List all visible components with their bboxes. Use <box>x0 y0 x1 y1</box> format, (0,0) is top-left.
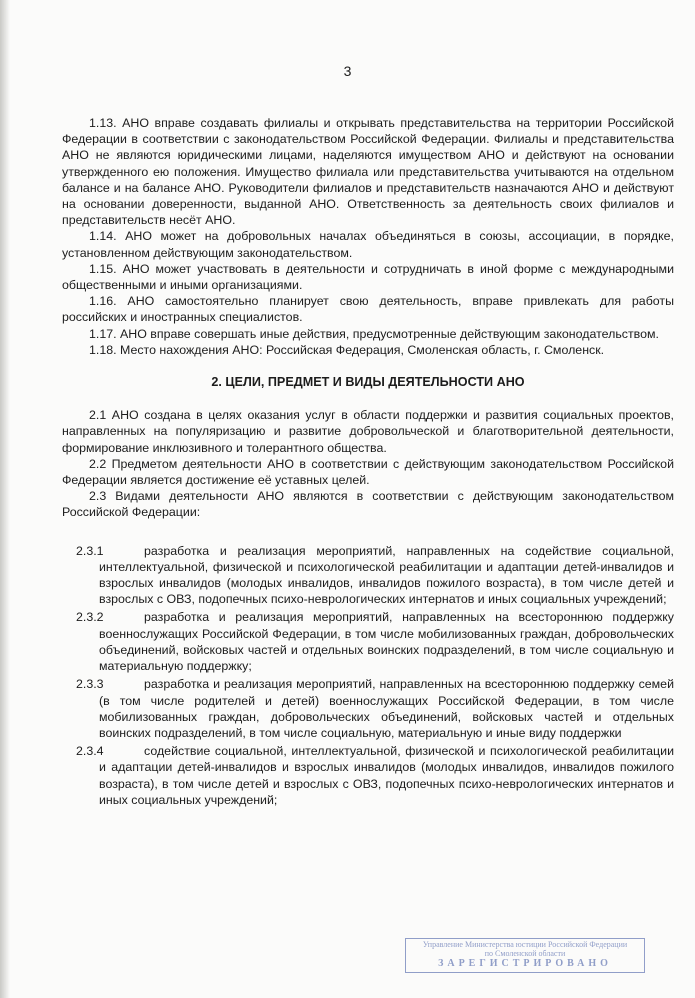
clause-1-16: 1.16. АНО самостоятельно планирует свою деятельность, вправе привлекать для работы российских и иностранных специалистов. <box>62 294 674 325</box>
clause-1-14: 1.14. АНО может на добровольных началах объединяться в союзы, ассоциации, в порядке, установленном действующим законодательством. <box>62 229 674 260</box>
list-item-text: разработка и реализация мероприятий, направленных на содействие социальной, интеллектуальной, физической и психологической реабилитации и адаптации детей-инвалидов и взрослых инвалидов (молодых инвалидов, инвалидов пожилого возраста), в том числе детей и взрослых с ОВЗ, подопечных психо-неврологических интернатов и иных социальных учреждений; <box>99 543 674 607</box>
clause-2-1: 2.1 АНО создана в целях оказания услуг в области поддержки и развития социальных проектов, направленных на популяризацию и развитие добровольческой и благотворительной деятельности, формирование инклюзивного и толерантного общества. <box>62 408 674 455</box>
clause-1-18: 1.18. Место нахождения АНО: Российская Федерация, Смоленская область, г. Смоленск. <box>89 342 605 357</box>
list-item-text: разработка и реализация мероприятий, направленных на всестороннюю поддержку семей (в том числе родителей и детей) военнослужащих Российской Федерации, в том числе мобилизованных граждан, добровольческих объединений, войсковых частей и отдельных воинских подразделений, в том числе социальную, материальную и иные виду поддержки <box>99 677 674 740</box>
scan-edge-shadow <box>0 0 10 998</box>
list-item <box>62 743 674 808</box>
list-item-number: 2.3.3 <box>76 677 104 692</box>
clause-2-3: 2.3 Видами деятельности АНО являются в соответствии с действующим законодательством Российской Федерации: <box>62 489 674 520</box>
section-2-title: 2. ЦЕЛИ, ПРЕДМЕТ И ВИДЫ ДЕЯТЕЛЬНОСТИ АНО <box>211 375 525 390</box>
list-item-text: разработка и реализация мероприятий, направленных на всестороннюю поддержку военнослужащих Российской Федерации, в том числе мобилизованных граждан, добровольческих объединений, войсковых частей и отдельных воинских подразделений, в том числе социальную и материальную поддержку; <box>99 610 674 674</box>
stamp-line-2: по Смоленской области <box>484 949 566 958</box>
clause-1-13: 1.13. АНО вправе создавать филиалы и открывать представительства на территории Российской Федерации в соответствии с законодательством Российской Федерации. Филиалы и представительства АНО не являются юридическими лицами, наделяются имуществом АНО и действуют на основании утвержденного ею положения. Имущество филиала или представительства учитываются на отдельном балансе и на балансе АНО. Руководители филиалов и представительств назначаются АНО и действуют на основании доверенности, выданной АНО. Ответственность за деятельность своих филиалов и представительств несёт АНО. <box>62 116 674 228</box>
list-item-number: 2.3.2 <box>76 610 104 625</box>
clause-1-17: 1.17. АНО вправе совершать иные действия, предусмотренные действующим законодательством. <box>89 326 659 341</box>
list-item-number: 2.3.1 <box>76 543 104 558</box>
page-number: 3 <box>343 63 352 79</box>
list-item-number: 2.3.4 <box>76 744 104 759</box>
list-item <box>62 676 674 741</box>
list-item <box>62 543 674 608</box>
list-item-text: содействие социальной, интеллектуальной, физической и психологической реабилитации и адаптации детей-инвалидов и взрослых инвалидов (молодых инвалидов, инвалидов пожилого возраста), в том числе детей и взрослых с ОВЗ, подопечных психо-неврологических интернатов и иных социальных учреждений; <box>99 744 674 807</box>
stamp-line-1: Управление Министерства юстиции Российской Федерации <box>422 940 628 949</box>
list-item <box>62 609 674 674</box>
clause-2-2: 2.2 Предметом деятельности АНО в соответствии с действующим законодательством Российской Федерации является достижение её уставных целей. <box>62 456 674 488</box>
document-body <box>62 115 674 810</box>
registration-stamp <box>405 938 645 973</box>
activity-list <box>62 543 674 808</box>
stamp-line-3: ЗАРЕГИСТРИРОВАНО <box>438 958 612 969</box>
clause-1-15: 1.15. АНО может участвовать в деятельности и сотрудничать в иной форме с международными общественными и иными организациями. <box>62 261 674 293</box>
